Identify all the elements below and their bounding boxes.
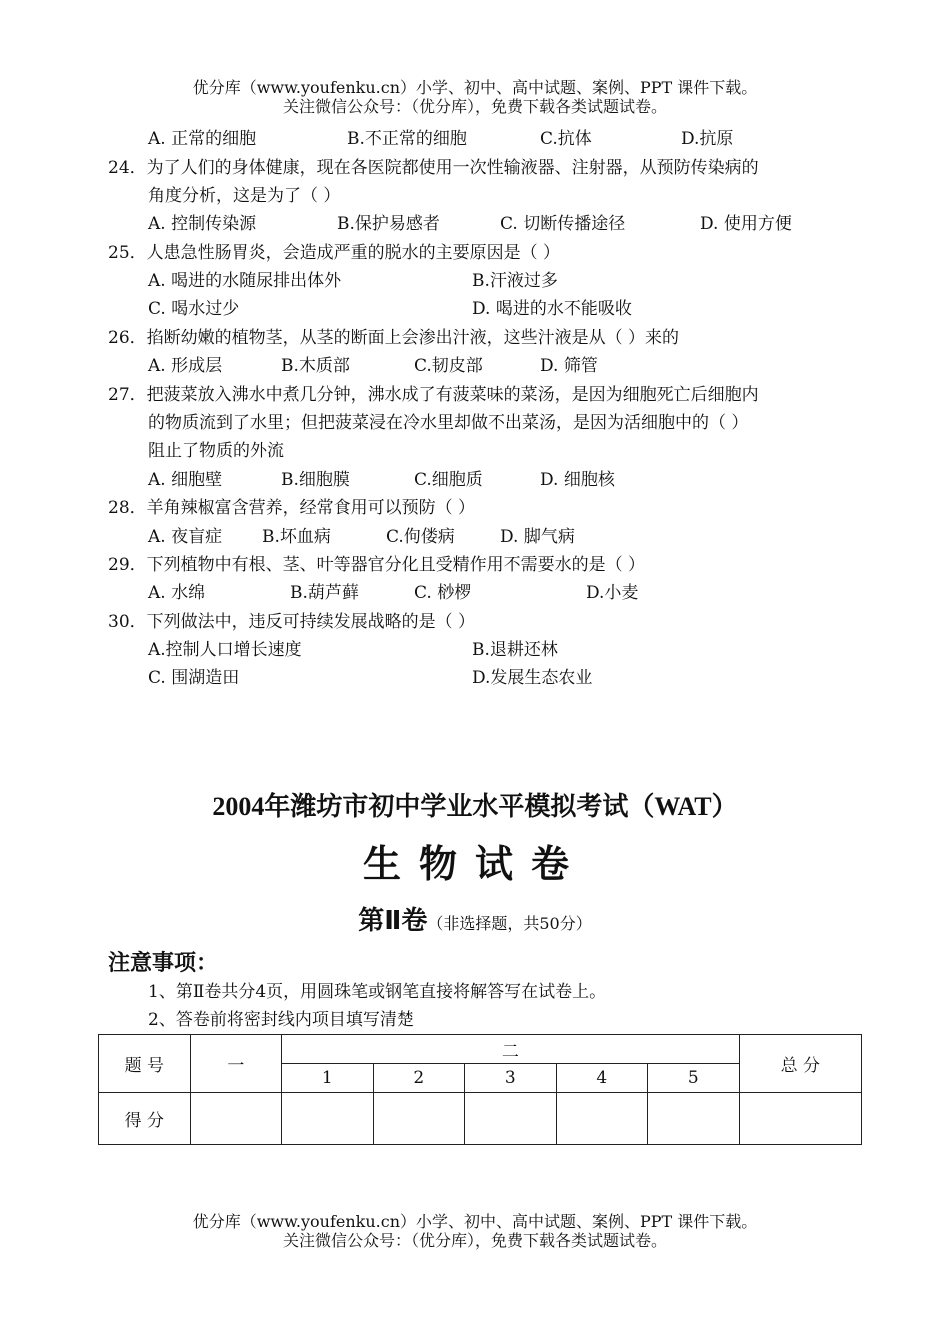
col-one: 一	[190, 1035, 282, 1093]
sub-col-3: 3	[465, 1064, 557, 1093]
score-cell-two-1[interactable]	[282, 1093, 374, 1145]
q23-option-a: A. 正常的细胞	[148, 129, 257, 149]
q25-option-a: A. 喝进的水随尿排出体外	[148, 271, 342, 291]
q29-option-c: C. 桫椤	[414, 583, 472, 603]
notice-item-1: 1、第Ⅱ卷共分4页，用圆珠笔或钢笔直接将解答写在试卷上。	[148, 982, 607, 1002]
q30-stem: 30．下列做法中，违反可持续发展战略的是（ ）	[108, 612, 476, 632]
q28-option-a: A. 夜盲症	[148, 527, 223, 547]
sub-col-2: 2	[373, 1064, 465, 1093]
q23-option-d: D.抗原	[681, 129, 734, 149]
score-cell-total[interactable]	[739, 1093, 861, 1145]
q27-stem-line-2: 的物质流到了水里；但把菠菜浸在冷水里却做不出菜汤，是因为活细胞中的（ ）	[148, 413, 749, 433]
q26-option-b: B.木质部	[281, 356, 350, 376]
q30-option-d: D.发展生态农业	[472, 668, 593, 688]
q23-option-c: C.抗体	[540, 129, 592, 149]
sub-col-4: 4	[556, 1064, 648, 1093]
score-cell-two-4[interactable]	[556, 1093, 648, 1145]
section-note: （非选择题，共50分）	[427, 914, 592, 933]
q25-option-c: C. 喝水过少	[148, 299, 240, 319]
q29-option-d: D.小麦	[586, 583, 639, 603]
score-cell-two-5[interactable]	[648, 1093, 740, 1145]
q24-option-d: D. 使用方便	[700, 214, 792, 234]
header-line-2: 关注微信公众号：（优分库），免费下载各类试题试卷。	[282, 97, 667, 116]
score-cell-two-2[interactable]	[373, 1093, 465, 1145]
q23-option-b: B.不正常的细胞	[347, 129, 467, 149]
q24-option-a: A. 控制传染源	[148, 214, 257, 234]
notice-item-2: 2、答卷前将密封线内项目填写清楚	[148, 1010, 414, 1030]
q27-option-d: D. 细胞核	[540, 470, 615, 490]
score-cell-two-3[interactable]	[465, 1093, 557, 1145]
q26-option-c: C.韧皮部	[414, 356, 483, 376]
q25-stem: 25．人患急性肠胃炎，会造成严重的脱水的主要原因是（ ）	[108, 243, 561, 263]
footer-line-2: 关注微信公众号：（优分库），免费下载各类试题试卷。	[282, 1231, 667, 1250]
q29-stem: 29．下列植物中有根、茎、叶等器官分化且受精作用不需要水的是（ ）	[108, 555, 646, 575]
col-two: 二	[282, 1035, 740, 1064]
section-heading	[0, 904, 950, 941]
q27-option-a: A. 细胞壁	[148, 470, 223, 490]
q25-option-d: D. 喝进的水不能吸收	[472, 299, 632, 319]
q28-option-d: D. 脚气病	[500, 527, 575, 547]
q27-stem-line-3: 阻止了物质的外流	[148, 441, 284, 461]
q25-option-b: B.汗液过多	[472, 271, 558, 291]
sub-col-1: 1	[282, 1064, 374, 1093]
col-total: 总 分	[739, 1035, 861, 1093]
exam-subject: 生物试卷	[362, 842, 587, 886]
row-label-score: 得 分	[99, 1093, 191, 1145]
footer-line-1: 优分库（www.youfenku.cn）小学、初中、高中试题、案例、PPT 课件下载。	[192, 1212, 758, 1231]
q26-option-d: D. 筛管	[540, 356, 598, 376]
q24-stem-line-2: 角度分析，这是为了（ ）	[148, 186, 341, 206]
section-label: 第Ⅱ卷	[358, 906, 428, 936]
q30-option-b: B.退耕还林	[472, 640, 558, 660]
q26-stem: 26．掐断幼嫩的植物茎，从茎的断面上会渗出汁液，这些汁液是从（ ）来的	[108, 328, 680, 348]
q24-option-c: C. 切断传播途径	[500, 214, 626, 234]
q27-option-b: B.细胞膜	[281, 470, 350, 490]
q29-option-a: A. 水绵	[148, 583, 206, 603]
q24-option-b: B.保护易感者	[337, 214, 440, 234]
q30-option-c: C. 围湖造田	[148, 668, 240, 688]
q29-option-b: B.葫芦藓	[290, 583, 359, 603]
notice-title: 注意事项：	[108, 951, 219, 976]
row-label-question: 题 号	[99, 1035, 191, 1093]
header-line-1: 优分库（www.youfenku.cn）小学、初中、高中试题、案例、PPT 课件下载。	[192, 78, 758, 97]
q30-option-a: A.控制人口增长速度	[148, 640, 302, 660]
q28-option-b: B.坏血病	[262, 527, 331, 547]
q28-stem: 28．羊角辣椒富含营养，经常食用可以预防（ ）	[108, 498, 476, 518]
q27-stem-line-1: 27．把菠菜放入沸水中煮几分钟，沸水成了有菠菜味的菜汤，是因为细胞死亡后细胞内	[108, 385, 759, 405]
q27-option-c: C.细胞质	[414, 470, 483, 490]
sub-col-5: 5	[648, 1064, 740, 1093]
exam-title: 2004年潍坊市初中学业水平模拟考试（WAT）	[212, 792, 738, 821]
q26-option-a: A. 形成层	[148, 356, 223, 376]
score-table	[98, 1034, 862, 1145]
score-cell-one[interactable]	[190, 1093, 282, 1145]
q28-option-c: C.佝偻病	[386, 527, 455, 547]
q24-stem-line-1: 24．为了人们的身体健康，现在各医院都使用一次性输液器、注射器，从预防传染病的	[108, 158, 759, 178]
